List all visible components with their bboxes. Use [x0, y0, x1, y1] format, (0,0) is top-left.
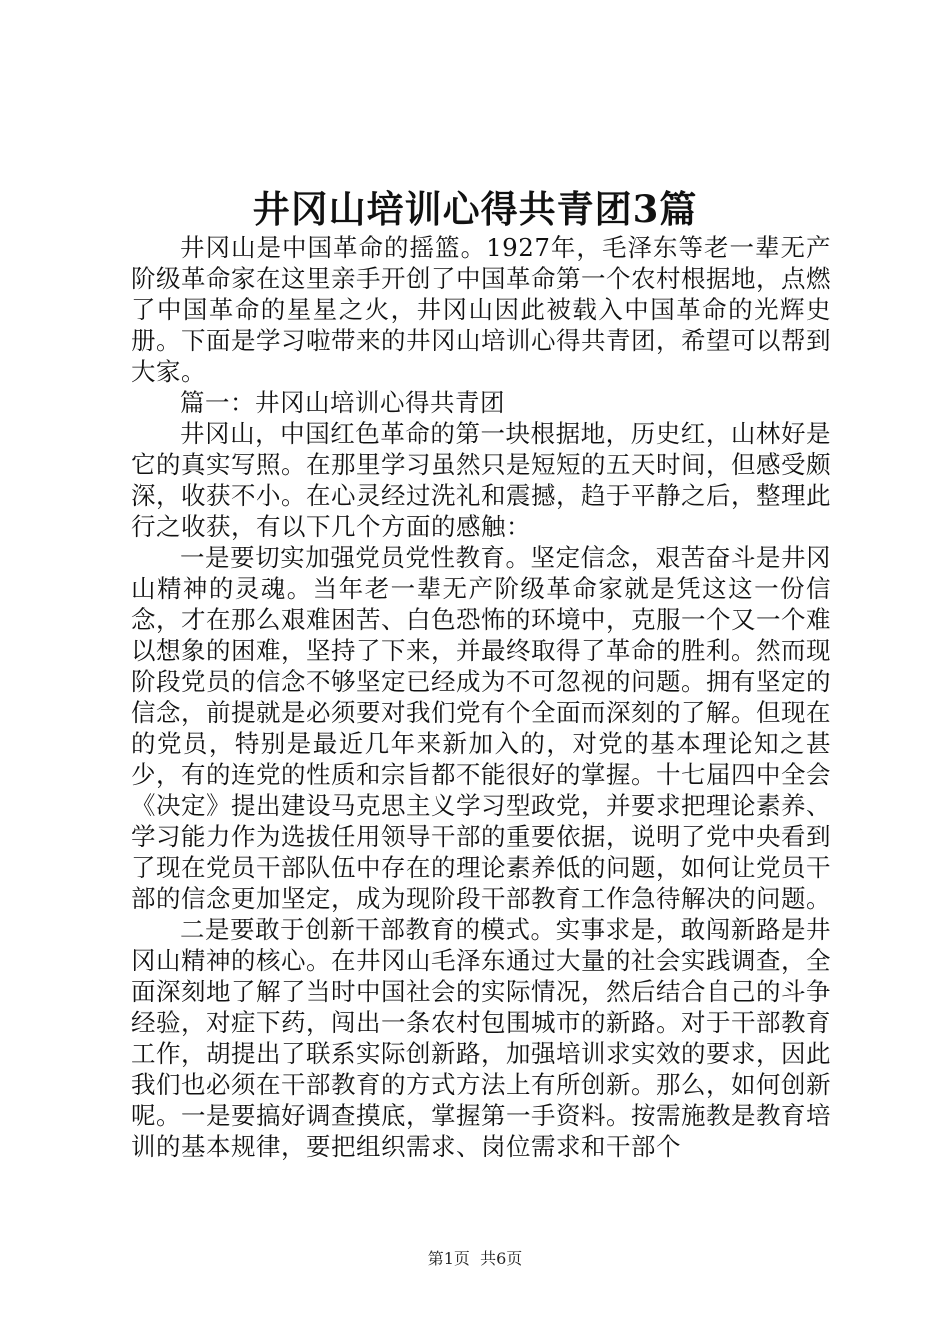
paragraph: 一是要切实加强党员党性教育。坚定信念，艰苦奋斗是井冈山精神的灵魂。当年老一辈无产阶级革命家就是凭这这一份信念，才在那么艰难困苦、白色恐怖的环境中，克服一个又一个难以想象的困难，坚持了下来，并最终取得了革命的胜利。然而现阶段党员的信念不够坚定已经成为不可忽视的问题。拥有坚定的信念，前提就是必须要对我们党有个全面而深刻的了解。但现在的党员，特别是最近几年来新加入的，对党的基本理论知之甚少，有的连党的性质和宗旨都不能很好的掌握。十七届四中全会《决定》提出建设马克思主义学习型政党，并要求把理论素养、学习能力作为选拔任用领导干部的重要依据，说明了党中央看到了现在党员干部队伍中存在的理论素养低的问题，如何让党员干部的信念更加坚定，成为现阶段干部教育工作急待解决的问题。	[131, 543, 831, 913]
paragraph-section-heading: 篇一：井冈山培训心得共青团	[180, 388, 505, 417]
paragraph: 井冈山，中国红色革命的第一块根据地，历史红，山林好是它的真实写照。在那里学习虽然只是短短的五天时间，但感受颇深，收获不小。在心灵经过洗礼和震撼，趋于平静之后，整理此行之收获，有以下几个方面的感触：	[131, 419, 831, 541]
paragraph-intro: 井冈山是中国革命的摇篮。1927年，毛泽东等老一辈无产阶级革命家在这里亲手开创了中国革命第一个农村根据地，点燃了中国革命的星星之火，井冈山因此被载入中国革命的光辉史册。下面是学习啦带来的井冈山培训心得共青团，希望可以帮到大家。	[131, 233, 831, 386]
page-total: 共6页	[480, 1249, 523, 1268]
document-body	[131, 232, 831, 1162]
document-title: 井冈山培训心得共青团3篇	[252, 187, 698, 231]
page-footer	[0, 1248, 950, 1270]
page-number: 第1页	[427, 1249, 470, 1268]
paragraph: 二是要敢于创新干部教育的模式。实事求是，敢闯新路是井冈山精神的核心。在井冈山毛泽东通过大量的社会实践调查，全面深刻地了解了当时中国社会的实际情况，然后结合自己的斗争经验，对症下药，闯出一条农村包围城市的新路。对于干部教育工作，胡提出了联系实际创新路，加强培训求实效的要求，因此我们也必须在干部教育的方式方法上有所创新。那么，如何创新呢。一是要搞好调查摸底，掌握第一手资料。按需施教是教育培训的基本规律，要把组织需求、岗位需求和干部个	[131, 915, 831, 1161]
